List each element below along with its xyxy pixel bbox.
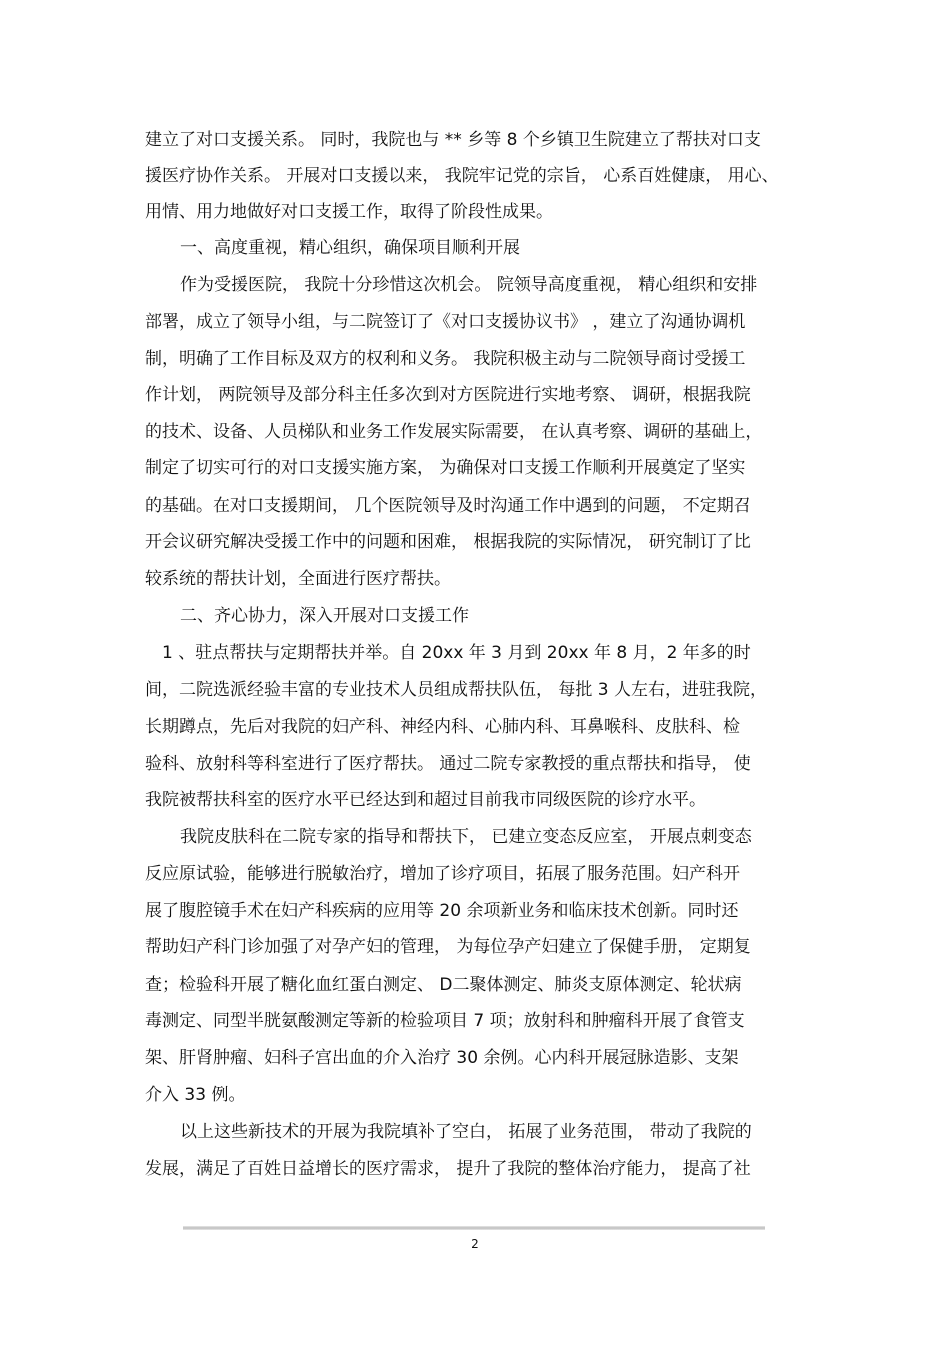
text-line: 建立了对口支援关系。 同时，我院也与 ** 乡等 8 个乡镇卫生院建立了帮扶对口支: [145, 130, 761, 150]
text-line: 用情、用力地做好对口支援工作，取得了阶段性成果。: [145, 202, 553, 222]
text-line: 制定了切实可行的对口支援实施方案， 为确保对口支援工作顺利开展奠定了坚实: [145, 458, 746, 478]
text-line: 介入 33 例。: [145, 1085, 246, 1105]
text-line: 制，明确了工作目标及双方的权利和义务。 我院积极主动与二院领导商讨受援工: [145, 349, 746, 369]
text-line: 展了腹腔镜手术在妇产科疾病的应用等 20 余项新业务和临床技术创新。同时还: [145, 901, 739, 921]
text-line: 作计划， 两院领导及部分科主任多次到对方医院进行实地考察、 调研，根据我院: [145, 385, 751, 405]
text-line: 反应原试验，能够进行脱敏治疗，增加了诊疗项目，拓展了服务范围。妇产科开: [145, 864, 740, 884]
text-line: 查；检验科开展了糖化血红蛋白测定、 D二聚体测定、肺炎支原体测定、轮状病: [145, 975, 742, 995]
text-line: 帮助妇产科门诊加强了对孕产妇的管理， 为每位孕产妇建立了保健手册， 定期复: [145, 937, 751, 957]
text-line: 毒测定、同型半胱氨酸测定等新的检验项目 7 项；放射科和肿瘤科开展了食管支: [145, 1011, 745, 1031]
text-line: 的基础。在对口支援期间， 几个医院领导及时沟通工作中遇到的问题， 不定期召: [145, 496, 751, 516]
text-line: 间，二院选派经验丰富的专业技术人员组成帮扶队伍， 每批 3 人左右，进驻我院，: [145, 680, 768, 700]
text-line: 长期蹲点，先后对我院的妇产科、神经内科、心肺内科、耳鼻喉科、皮肤科、检: [145, 717, 740, 737]
page-number: 2: [471, 1237, 479, 1251]
text-line: 我院皮肤科在二院专家的指导和帮扶下， 已建立变态反应室， 开展点刺变态: [180, 827, 752, 847]
text-line: 1 、驻点帮扶与定期帮扶并举。自 20xx 年 3 月到 20xx 年 8 月，2 年多的时: [162, 643, 751, 663]
text-line: 援医疗协作关系。 开展对口支援以来， 我院牢记党的宗旨， 心系百姓健康， 用心、: [145, 166, 779, 186]
text-line: 架、肝肾肿瘤、妇科子宫出血的介入治疗 30 余例。心内科开展冠脉造影、支架: [145, 1048, 739, 1068]
text-line: 发展，满足了百姓日益增长的医疗需求， 提升了我院的整体治疗能力， 提高了社: [145, 1159, 751, 1179]
section-heading: 二、齐心协力，深入开展对口支援工作: [180, 606, 469, 626]
section-heading: 一、高度重视，精心组织，确保项目顺利开展: [180, 238, 520, 258]
text-line: 部署，成立了领导小组，与二院签订了《对口支援协议书》 ，建立了沟通协调机: [145, 312, 746, 332]
text-line: 我院被帮扶科室的医疗水平已经达到和超过目前我市同级医院的诊疗水平。: [145, 790, 706, 810]
footer-divider: [183, 1226, 765, 1230]
text-line: 较系统的帮扶计划，全面进行医疗帮扶。: [145, 569, 451, 589]
text-line: 开会议研究解决受援工作中的问题和困难， 根据我院的实际情况， 研究制订了比: [145, 532, 751, 552]
text-line: 的技术、设备、人员梯队和业务工作发展实际需要， 在认真考察、调研的基础上，: [145, 422, 763, 442]
text-line: 以上这些新技术的开展为我院填补了空白， 拓展了业务范围， 带动了我院的: [180, 1122, 752, 1142]
text-line: 验科、放射科等科室进行了医疗帮扶。 通过二院专家教授的重点帮扶和指导， 使: [145, 754, 751, 774]
text-line: 作为受援医院， 我院十分珍惜这次机会。 院领导高度重视， 精心组织和安排: [180, 275, 758, 295]
